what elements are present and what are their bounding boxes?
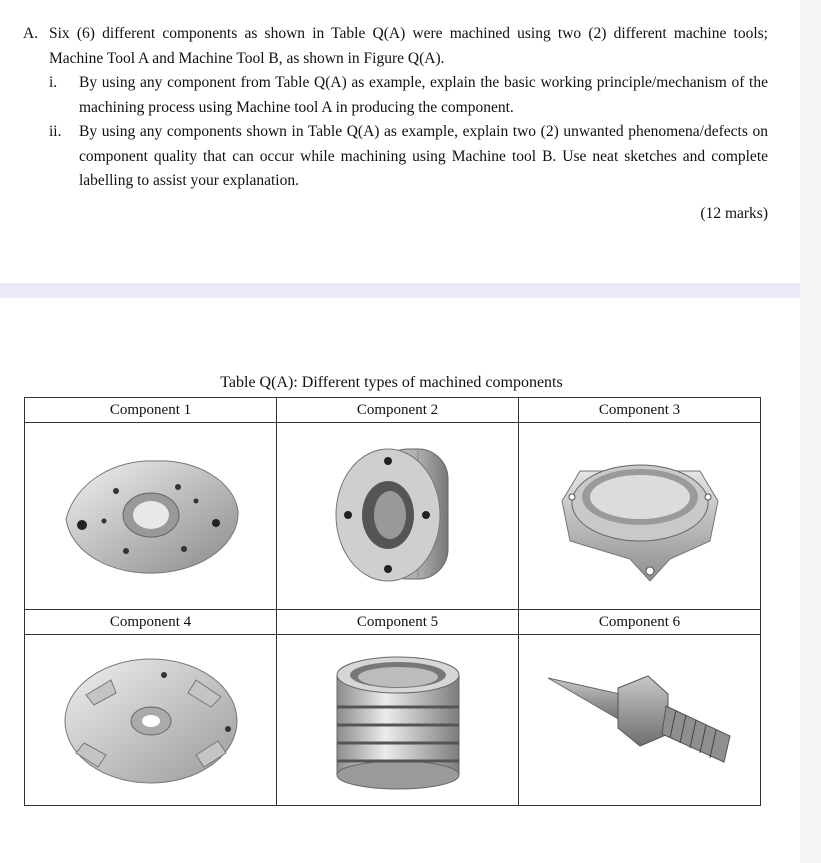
component-4-image	[56, 645, 246, 795]
question-block	[23, 22, 768, 226]
component-1-cell	[25, 423, 277, 610]
question-part-ii	[49, 120, 768, 194]
part-label: ii.	[49, 123, 62, 140]
component-3-image	[550, 441, 730, 591]
marks-label: (12 marks)	[700, 204, 768, 222]
question-label: A.	[23, 25, 39, 42]
page-divider	[0, 283, 800, 298]
component-5-header: Component 5	[277, 610, 519, 635]
component-4-header: Component 4	[25, 610, 277, 635]
part-label: i.	[49, 74, 58, 91]
table-caption: Table Q(A): Different types of machined components	[220, 374, 563, 391]
component-1-image	[56, 441, 246, 591]
component-4-cell	[25, 635, 277, 806]
component-5-cell	[277, 635, 519, 806]
component-3-header: Component 3	[519, 398, 761, 423]
component-6-cell	[519, 635, 761, 806]
question-text: Six (6) different components as shown in Table Q(A) were machined using two (2) different machine tools; Machine Tool A and Machine Tool B, as shown in Figure Q(A).	[49, 25, 768, 67]
component-2-image	[318, 431, 478, 601]
component-6-image	[540, 650, 740, 790]
question-part-i	[49, 71, 768, 120]
part-text: By using any components shown in Table Q(A) as example, explain two (2) unwanted phenomena/defects on component quality that can occur while machining using Machine tool B. Use neat sketches and complete labelling to assist your explanation.	[79, 123, 768, 189]
component-1-header: Component 1	[25, 398, 277, 423]
component-2-cell	[277, 423, 519, 610]
component-3-cell	[519, 423, 761, 610]
part-text: By using any component from Table Q(A) as example, explain the basic working principle/mechanism of the machining process using Machine tool A in producing the component.	[79, 74, 768, 116]
component-2-header: Component 2	[277, 398, 519, 423]
component-5-image	[323, 645, 473, 795]
components-table	[24, 397, 761, 806]
component-6-header: Component 6	[519, 610, 761, 635]
scroll-gutter	[800, 0, 821, 863]
